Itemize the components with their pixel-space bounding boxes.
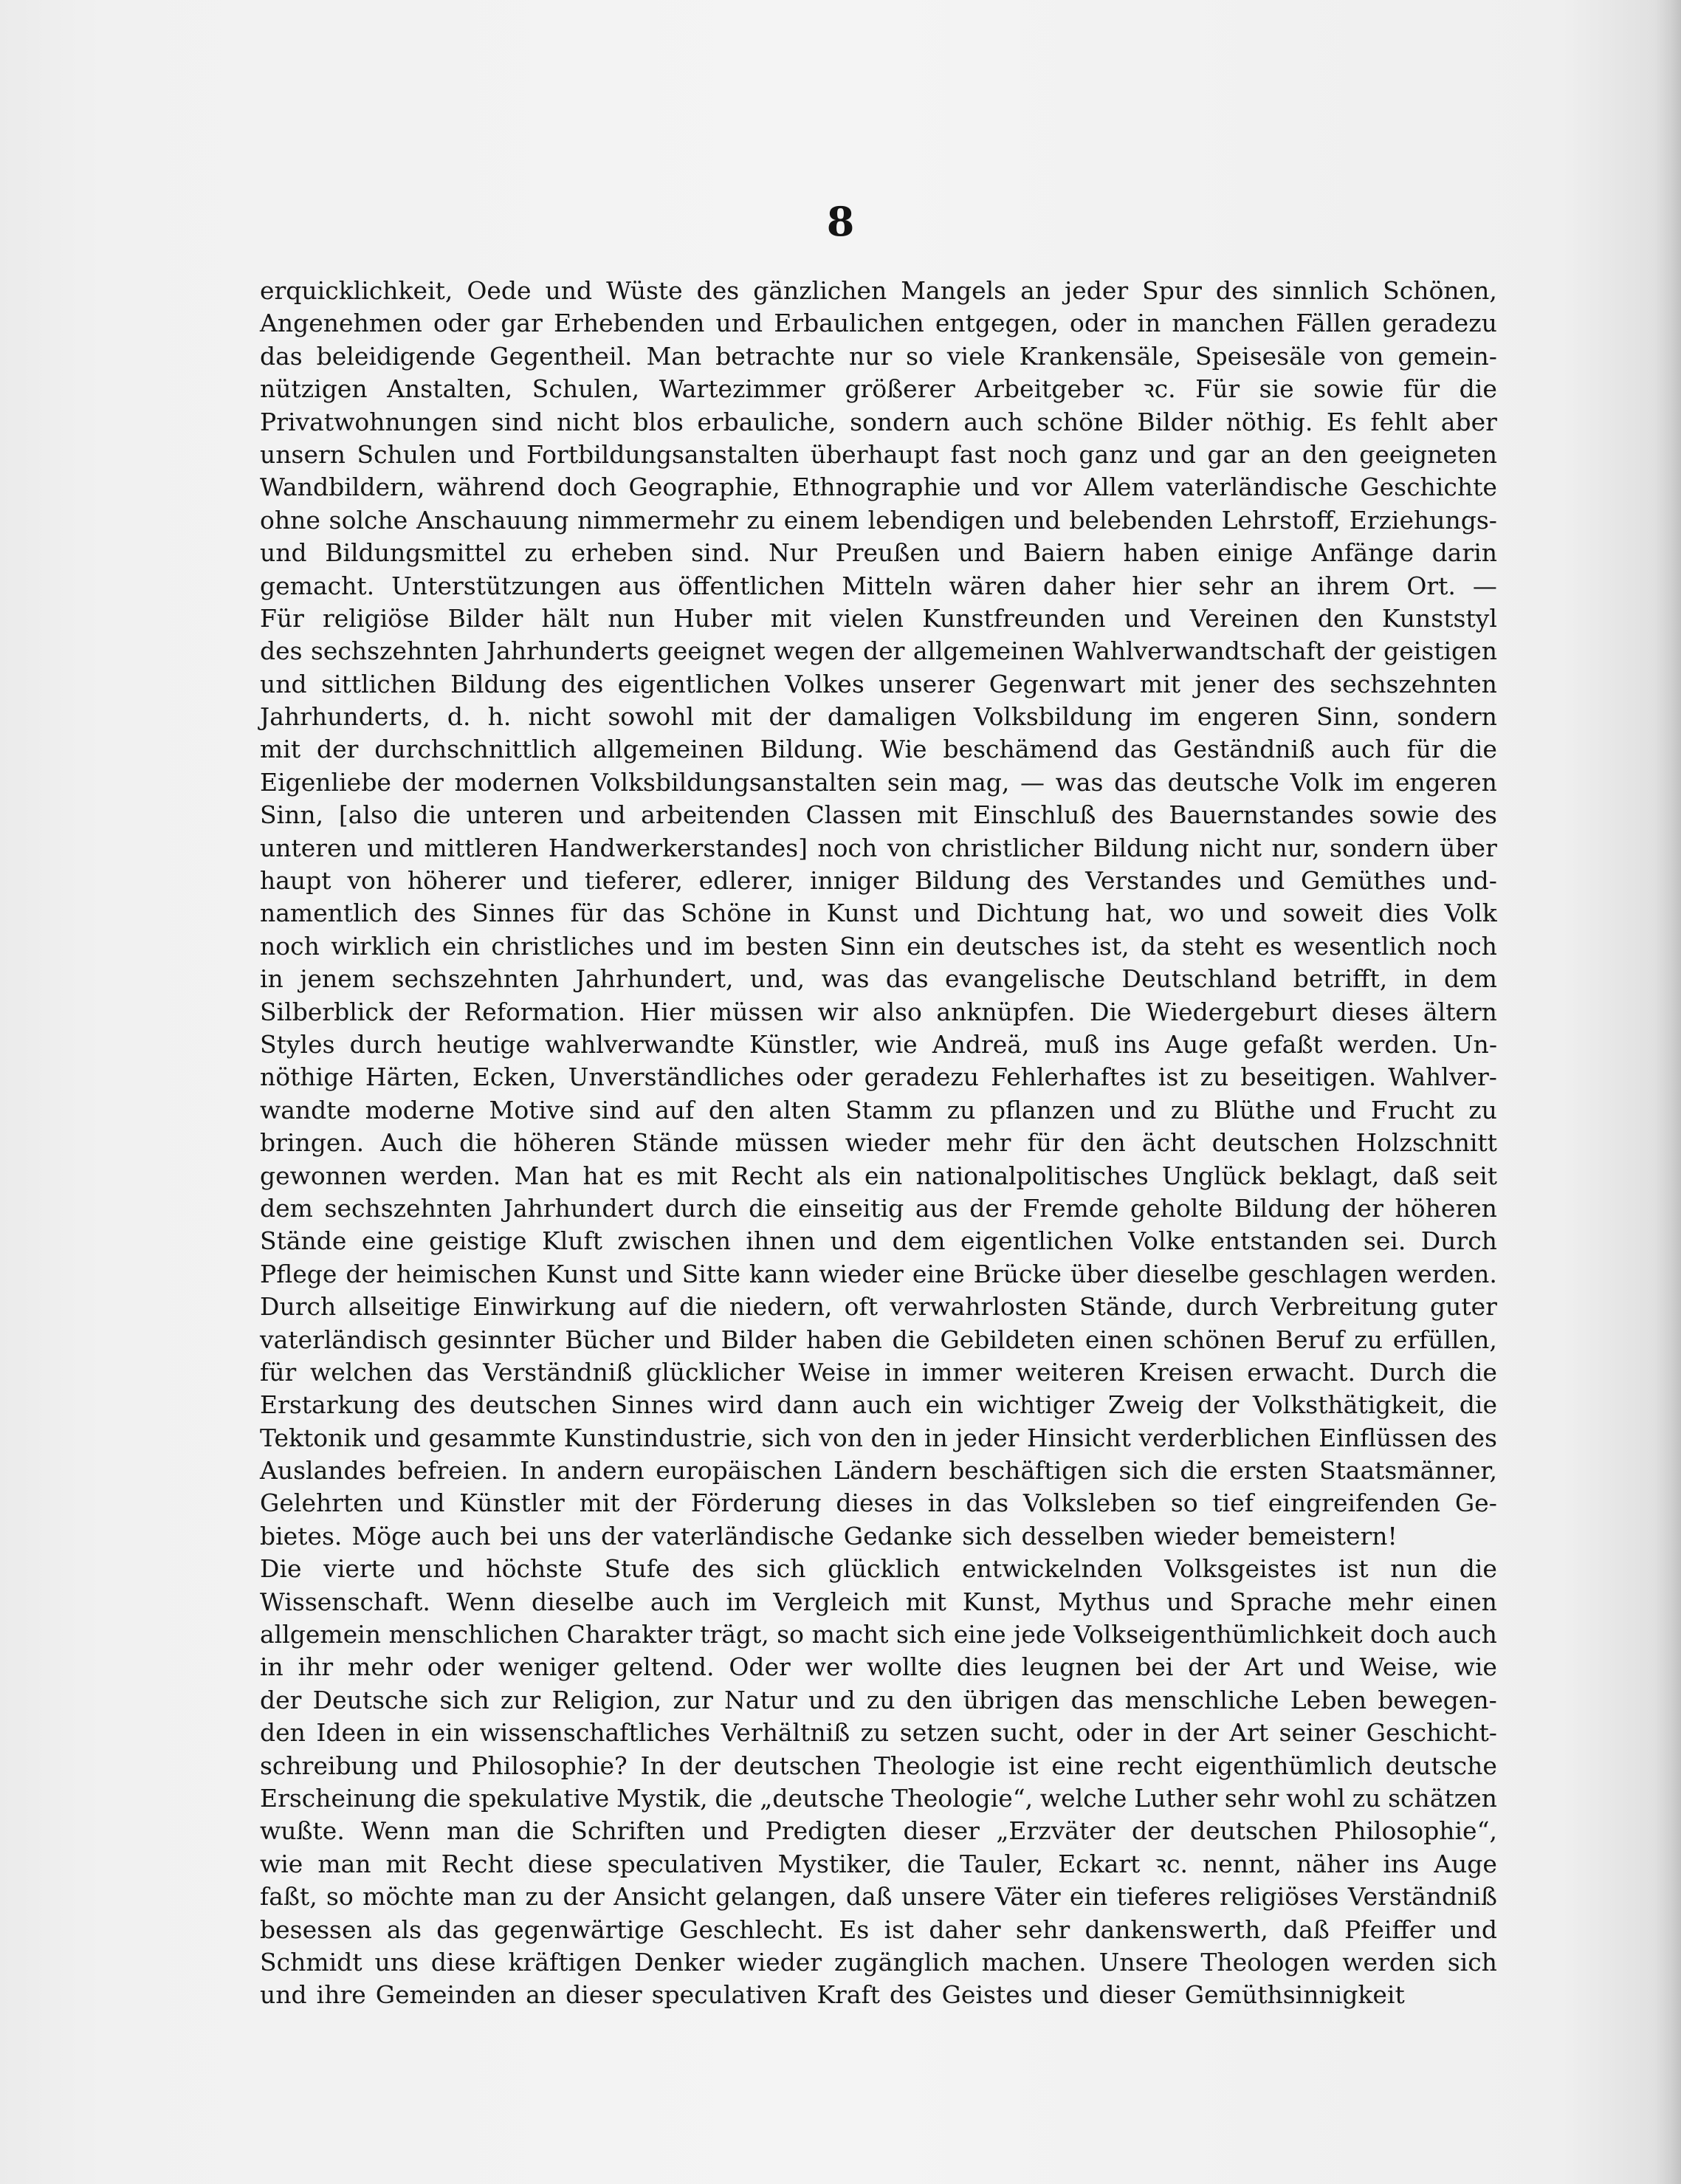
- text-line: Schmidt uns diese kräftigen Denker wieder zugänglich machen. Unsere Theologen werden sich: [260, 1947, 1497, 1977]
- text-line: Jahrhunderts, d. h. nicht sowohl mit der damaligen Volksbildung im engeren Sinn, sondern: [260, 702, 1497, 732]
- text-line: unteren und mittleren Handwerkerstandes] noch von christlicher Bildung nicht nur, sondern über: [260, 833, 1497, 862]
- text-line: Angenehmen oder gar Erhebenden und Erbaulichen entgegen, oder in manchen Fällen geradezu: [260, 309, 1497, 338]
- text-line: allgemein menschlichen Charakter trägt, so macht sich eine jede Volkseigenthümlichkeit doch auch: [260, 1620, 1497, 1649]
- text-line: gemacht. Unterstützungen aus öffentlichen Mitteln wären daher hier sehr an ihrem Ort. —: [260, 571, 1497, 600]
- text-line: haupt von höherer und tieferer, edlerer, inniger Bildung des Verstandes und Gemüthes und-: [260, 866, 1497, 896]
- text-line: schreibung und Philosophie? In der deutschen Theologie ist eine recht eigenthümlich deutsche: [260, 1751, 1497, 1780]
- text-line: in jenem sechszehnten Jahrhundert, und, was das evangelische Deutschland betrifft, in dem: [260, 964, 1497, 994]
- text-line: in ihr mehr oder weniger geltend. Oder wer wollte dies leugnen bei der Art und Weise, wie: [260, 1652, 1497, 1682]
- text-line: des sechszehnten Jahrhunderts geeignet wegen der allgemeinen Wahlverwandtschaft der geistigen: [260, 636, 1497, 666]
- text-line: für welchen das Verständniß glücklicher Weise in immer weiteren Kreisen erwacht. Durch die: [260, 1357, 1497, 1387]
- text-line: Die vierte und höchste Stufe des sich glücklich entwickelnden Volksgeistes ist nun die: [260, 1554, 1497, 1584]
- text-line: ohne solche Anschauung nimmermehr zu einem lebendigen und belebenden Lehrstoff, Erziehungs-: [260, 505, 1497, 535]
- text-line: erquicklichkeit, Oede und Wüste des gänzlichen Mangels an jeder Spur des sinnlich Schönen,: [260, 276, 1497, 305]
- text-line: besessen als das gegenwärtige Geschlecht. Es ist daher sehr dankenswerth, daß Pfeiffer und: [260, 1915, 1497, 1944]
- text-line: Stände eine geistige Kluft zwischen ihnen und dem eigentlichen Volke entstanden sei. Durch: [260, 1226, 1497, 1256]
- text-line: wußte. Wenn man die Schriften und Predigten dieser „Erzväter der deutschen Philosophie“,: [260, 1816, 1497, 1846]
- text-line: Pflege der heimischen Kunst und Sitte kann wieder eine Brücke über dieselbe geschlagen werden.: [260, 1259, 1497, 1288]
- text-line: Silberblick der Reformation. Hier müssen wir also anknüpfen. Die Wiedergeburt dieses ältern: [260, 997, 1497, 1026]
- text-line: nützigen Anstalten, Schulen, Wartezimmer größerer Arbeitgeber ꝛc. Für sie sowie für die: [260, 374, 1497, 404]
- text-line: Für religiöse Bilder hält nun Huber mit vielen Kunstfreunden und Vereinen den Kunststyl: [260, 603, 1497, 633]
- text-line: Tektonik und gesammte Kunstindustrie, sich von den in jeder Hinsicht verderblichen Einflüssen des: [260, 1423, 1497, 1452]
- text-line: noch wirklich ein christliches und im besten Sinn ein deutsches ist, da steht es wesentlich noch: [260, 931, 1497, 961]
- page-number: 8: [826, 198, 855, 245]
- text-line: bietes. Möge auch bei uns der vaterländische Gedanke sich desselben wieder bemeistern!: [260, 1521, 1398, 1551]
- text-line: mit der durchschnittlich allgemeinen Bildung. Wie beschämend das Geständniß auch für die: [260, 735, 1497, 764]
- text-line: wie man mit Recht diese speculativen Mystiker, die Tauler, Eckart ꝛc. nennt, näher ins Auge: [260, 1849, 1497, 1878]
- text-line: Wandbildern, während doch Geographie, Ethnographie und vor Allem vaterländische Geschichte: [260, 473, 1497, 502]
- text-line: Erstarkung des deutschen Sinnes wird dann auch ein wichtiger Zweig der Volksthätigkeit, die: [260, 1390, 1497, 1420]
- text-line: Styles durch heutige wahlverwandte Künstler, wie Andreä, muß ins Auge gefaßt werden. Un-: [260, 1029, 1497, 1059]
- text-line: namentlich des Sinnes für das Schöne in Kunst und Dichtung hat, wo und soweit dies Volk: [260, 899, 1497, 928]
- text-line: gewonnen werden. Man hat es mit Recht als ein nationalpolitisches Unglück beklagt, daß seit: [260, 1161, 1497, 1190]
- text-line: faßt, so möchte man zu der Ansicht gelangen, daß unsere Väter ein tieferes religiöses Verständniß: [260, 1882, 1497, 1912]
- text-line: wandte moderne Motive sind auf den alten Stamm zu pflanzen und zu Blüthe und Frucht zu: [260, 1095, 1497, 1124]
- body-text: [260, 275, 1497, 2012]
- text-line: Wissenschaft. Wenn dieselbe auch im Vergleich mit Kunst, Mythus und Sprache mehr einen: [260, 1587, 1497, 1616]
- text-line: und Bildungsmittel zu erheben sind. Nur Preußen und Baiern haben einige Anfänge darin: [260, 538, 1497, 568]
- text-line: Erscheinung die spekulative Mystik, die „deutsche Theologie“, welche Luther sehr wohl zu schätzen: [260, 1783, 1497, 1813]
- text-line: unsern Schulen und Fortbildungsanstalten überhaupt fast noch ganz und gar an den geeigneten: [260, 439, 1497, 469]
- page-gutter-shadow: [1654, 0, 1681, 2184]
- text-line: Eigenliebe der modernen Volksbildungsanstalten sein mag, — was das deutsche Volk im engeren: [260, 767, 1497, 797]
- text-line: der Deutsche sich zur Religion, zur Natur und zu den übrigen das menschliche Leben bewegen-: [260, 1685, 1497, 1714]
- text-line: vaterländisch gesinnter Bücher und Bilder haben die Gebildeten einen schönen Beruf zu erfüllen,: [260, 1325, 1497, 1354]
- text-line: Sinn, [also die unteren und arbeitenden Classen mit Einschluß des Bauernstandes sowie des: [260, 800, 1497, 830]
- text-line: und ihre Gemeinden an dieser speculativen Kraft des Geistes und dieser Gemüthsinnigkeit: [260, 1980, 1405, 2010]
- text-line: bringen. Auch die höheren Stände müssen wieder mehr für den ächt deutschen Holzschnitt: [260, 1128, 1497, 1158]
- text-line: und sittlichen Bildung des eigentlichen Volkes unserer Gegenwart mit jener des sechszehnten: [260, 669, 1497, 698]
- text-line: den Ideen in ein wissenschaftliches Verhältniß zu setzen sucht, oder in der Art seiner Geschicht-: [260, 1718, 1497, 1748]
- text-line: Privatwohnungen sind nicht blos erbauliche, sondern auch schöne Bilder nöthig. Es fehlt aber: [260, 407, 1497, 436]
- text-line: Durch allseitige Einwirkung auf die niedern, oft verwahrlosten Stände, durch Verbreitung guter: [260, 1292, 1497, 1322]
- text-line: dem sechszehnten Jahrhundert durch die einseitig aus der Fremde geholte Bildung der höheren: [260, 1193, 1497, 1223]
- text-line: Gelehrten und Künstler mit der Förderung dieses in das Volksleben so tief eingreifenden Ge-: [260, 1488, 1497, 1518]
- text-line: das beleidigende Gegentheil. Man betrachte nur so viele Krankensäle, Speisesäle von gemein-: [260, 341, 1497, 371]
- text-line: nöthige Härten, Ecken, Unverständliches oder geradezu Fehlerhaftes ist zu beseitigen. Wahlver-: [260, 1062, 1497, 1092]
- text-line: Auslandes befreien. In andern europäischen Ländern beschäftigen sich die ersten Staatsmänner,: [260, 1456, 1497, 1486]
